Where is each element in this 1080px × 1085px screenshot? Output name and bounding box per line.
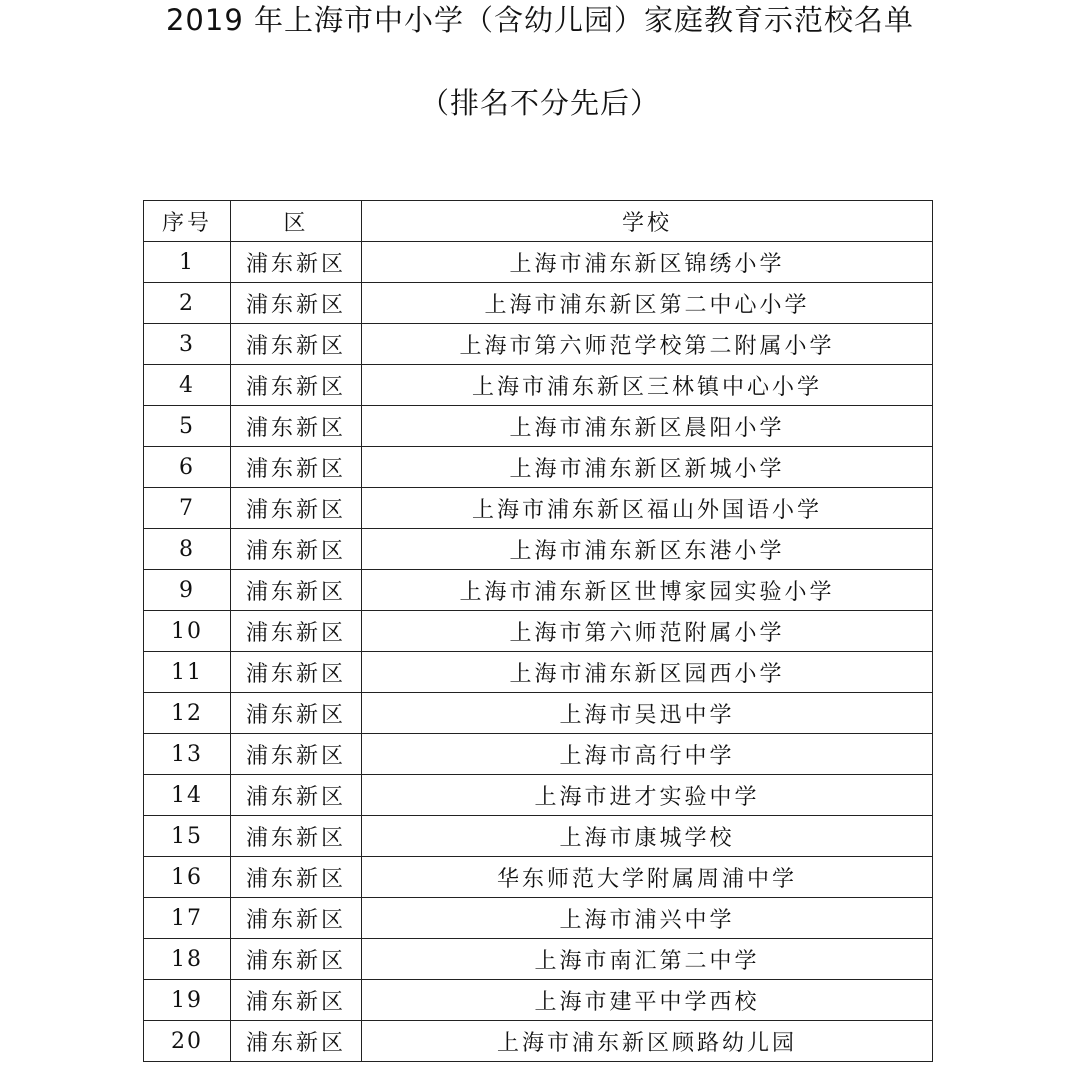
index-cell: 5	[144, 406, 231, 447]
index-cell: 20	[144, 1021, 231, 1062]
district-cell: 浦东新区	[231, 529, 362, 570]
table-body	[144, 242, 933, 1062]
school-cell: 上海市浦东新区第二中心小学	[362, 283, 933, 324]
header-district: 区	[231, 201, 362, 242]
table-row	[144, 365, 933, 406]
table-row	[144, 652, 933, 693]
table-header	[144, 201, 933, 242]
table-row	[144, 324, 933, 365]
header-school: 学校	[362, 201, 933, 242]
index-cell: 4	[144, 365, 231, 406]
table-row	[144, 447, 933, 488]
table-row	[144, 775, 933, 816]
table-row	[144, 611, 933, 652]
school-cell: 上海市浦兴中学	[362, 898, 933, 939]
index-cell: 16	[144, 857, 231, 898]
school-cell: 上海市第六师范附属小学	[362, 611, 933, 652]
index-cell: 15	[144, 816, 231, 857]
district-cell: 浦东新区	[231, 1021, 362, 1062]
district-cell: 浦东新区	[231, 939, 362, 980]
school-cell: 上海市浦东新区顾路幼儿园	[362, 1021, 933, 1062]
index-cell: 11	[144, 652, 231, 693]
table-row	[144, 980, 933, 1021]
index-cell: 17	[144, 898, 231, 939]
index-cell: 9	[144, 570, 231, 611]
table-row	[144, 816, 933, 857]
district-cell: 浦东新区	[231, 283, 362, 324]
school-cell: 上海市南汇第二中学	[362, 939, 933, 980]
school-cell: 华东师范大学附属周浦中学	[362, 857, 933, 898]
district-cell: 浦东新区	[231, 775, 362, 816]
table-row	[144, 529, 933, 570]
district-cell: 浦东新区	[231, 570, 362, 611]
index-cell: 8	[144, 529, 231, 570]
table-row	[144, 406, 933, 447]
table-row	[144, 570, 933, 611]
district-cell: 浦东新区	[231, 816, 362, 857]
document-subtitle: （排名不分先后）	[419, 86, 660, 120]
district-cell: 浦东新区	[231, 857, 362, 898]
document-title: 2019 年上海市中小学（含幼儿园）家庭教育示范校名单	[165, 3, 915, 37]
school-cell: 上海市浦东新区福山外国语小学	[362, 488, 933, 529]
index-cell: 7	[144, 488, 231, 529]
school-cell: 上海市第六师范学校第二附属小学	[362, 324, 933, 365]
school-cell: 上海市浦东新区三林镇中心小学	[362, 365, 933, 406]
index-cell: 13	[144, 734, 231, 775]
table-row	[144, 488, 933, 529]
table-row	[144, 939, 933, 980]
district-cell: 浦东新区	[231, 980, 362, 1021]
school-cell: 上海市浦东新区园西小学	[362, 652, 933, 693]
table-row	[144, 898, 933, 939]
school-cell: 上海市建平中学西校	[362, 980, 933, 1021]
school-cell: 上海市浦东新区新城小学	[362, 447, 933, 488]
index-cell: 10	[144, 611, 231, 652]
table-row	[144, 857, 933, 898]
table-row	[144, 693, 933, 734]
index-cell: 1	[144, 242, 231, 283]
district-cell: 浦东新区	[231, 242, 362, 283]
district-cell: 浦东新区	[231, 693, 362, 734]
district-cell: 浦东新区	[231, 898, 362, 939]
table-row	[144, 734, 933, 775]
school-cell: 上海市进才实验中学	[362, 775, 933, 816]
index-cell: 2	[144, 283, 231, 324]
school-cell: 上海市浦东新区东港小学	[362, 529, 933, 570]
district-cell: 浦东新区	[231, 324, 362, 365]
index-cell: 12	[144, 693, 231, 734]
index-cell: 18	[144, 939, 231, 980]
index-cell: 19	[144, 980, 231, 1021]
index-cell: 6	[144, 447, 231, 488]
district-cell: 浦东新区	[231, 447, 362, 488]
school-cell: 上海市浦东新区锦绣小学	[362, 242, 933, 283]
school-cell: 上海市浦东新区世博家园实验小学	[362, 570, 933, 611]
table-row	[144, 283, 933, 324]
table-header-row	[144, 201, 933, 242]
index-cell: 14	[144, 775, 231, 816]
district-cell: 浦东新区	[231, 611, 362, 652]
index-cell: 3	[144, 324, 231, 365]
district-cell: 浦东新区	[231, 488, 362, 529]
school-cell: 上海市吴迅中学	[362, 693, 933, 734]
header-index: 序号	[144, 201, 231, 242]
table-row	[144, 242, 933, 283]
school-cell: 上海市康城学校	[362, 816, 933, 857]
district-cell: 浦东新区	[231, 406, 362, 447]
school-cell: 上海市浦东新区晨阳小学	[362, 406, 933, 447]
district-cell: 浦东新区	[231, 734, 362, 775]
district-cell: 浦东新区	[231, 652, 362, 693]
table-row	[144, 1021, 933, 1062]
school-list-table	[143, 200, 933, 1062]
district-cell: 浦东新区	[231, 365, 362, 406]
school-cell: 上海市高行中学	[362, 734, 933, 775]
